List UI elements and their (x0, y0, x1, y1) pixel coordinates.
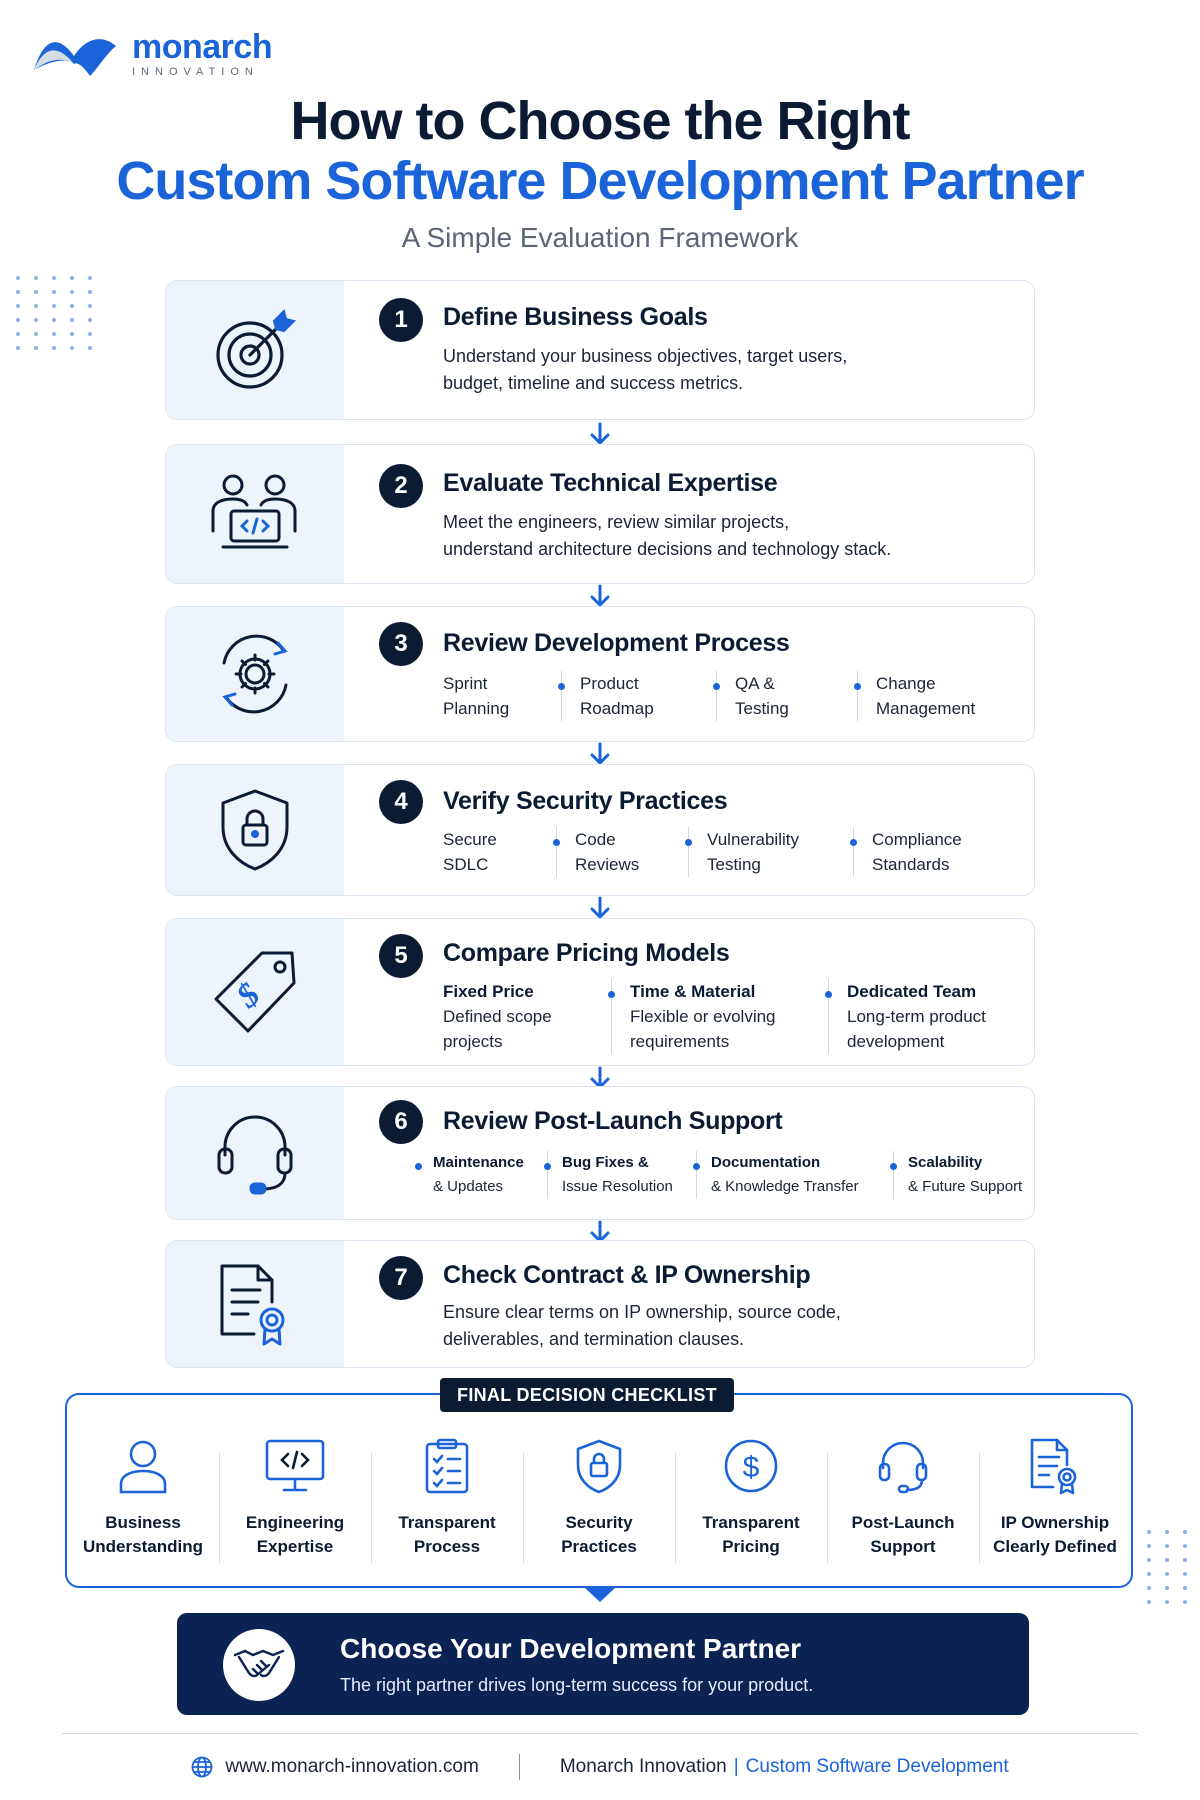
separator (547, 1151, 548, 1199)
process-items (443, 671, 996, 721)
process-item-line: Testing (735, 699, 789, 718)
step-title: Review Post-Launch Support (443, 1107, 783, 1135)
arrow-down-icon (588, 742, 612, 766)
shield-lock-icon (575, 1438, 623, 1494)
step-5-icon-panel (166, 919, 344, 1065)
checklist-label-line: Engineering (245, 1513, 345, 1532)
contract-icon (218, 1262, 292, 1346)
separator (688, 827, 689, 877)
security-item-line: Compliance (872, 830, 962, 849)
step-card-4 (165, 764, 1035, 896)
checklist-label-line: Transparent (398, 1513, 496, 1532)
separator (828, 979, 829, 1054)
separator (556, 827, 557, 877)
security-item-line: Reviews (575, 855, 640, 874)
security-item (575, 827, 670, 877)
brand-subtitle: INNOVATION (132, 66, 259, 78)
separator (857, 671, 858, 721)
security-items (443, 827, 992, 877)
checklist-item (827, 1433, 979, 1559)
footer (0, 1752, 1200, 1782)
step-card-3 (165, 606, 1035, 742)
footer-company: Monarch Innovation (559, 1756, 727, 1777)
final-checklist (65, 1393, 1133, 1588)
footer-separator (519, 1754, 520, 1780)
pricing-item (847, 979, 1017, 1054)
checklist-label-line: Support (870, 1537, 936, 1556)
pricing-item-line: Defined scope (443, 1007, 552, 1026)
process-item-line: Planning (443, 699, 510, 718)
pricing-item-line: Long-term product (847, 1007, 986, 1026)
page-title-line2: Custom Software Development Partner (116, 151, 1084, 211)
step-description-line: Ensure clear terms on IP ownership, source code, (443, 1302, 841, 1322)
cta-banner (177, 1613, 1029, 1715)
process-item-line: Product (580, 674, 639, 693)
support-item-line: Bug Fixes & (562, 1154, 649, 1171)
checklist-label (985, 1511, 1125, 1559)
banner-subtitle: The right partner drives long-term success for your product. (340, 1675, 814, 1695)
separator (561, 671, 562, 721)
svg-text:$: $ (229, 976, 268, 1016)
checklist-item (371, 1433, 523, 1559)
pricing-item-line: requirements (630, 1032, 730, 1051)
step-number: 7 (379, 1256, 423, 1300)
support-item (433, 1151, 533, 1199)
security-item (443, 827, 538, 877)
step-description-line: deliverables, and termination clauses. (443, 1329, 745, 1349)
support-item-line: Issue Resolution (562, 1178, 673, 1195)
step-card-5 (165, 918, 1035, 1066)
pricing-item (630, 979, 810, 1054)
process-item-line: Management (876, 699, 976, 718)
monarch-wing-icon (30, 28, 120, 80)
pricing-items (443, 979, 1017, 1054)
checklist-label (681, 1511, 821, 1559)
globe-icon (191, 1756, 213, 1778)
step-card-7 (165, 1240, 1035, 1368)
checklist-label (529, 1511, 669, 1559)
svg-text:$: $ (742, 1451, 760, 1484)
step-title: Review Development Process (443, 629, 790, 657)
headset-icon (215, 1109, 295, 1197)
step-description-line: understand architecture decisions and technology stack. (443, 539, 892, 559)
arrow-down-icon (588, 896, 612, 920)
page-title-line1: How to Choose the Right (290, 91, 910, 151)
security-item (872, 827, 992, 877)
step-description (443, 509, 1023, 563)
gear-cycle-icon (210, 629, 300, 719)
decor-dots-left (16, 276, 96, 350)
pricing-item-head: Time & Material (630, 982, 756, 1001)
step-description (443, 343, 1003, 397)
process-item (735, 671, 839, 721)
brand-name: monarch (132, 28, 273, 66)
step-description-line: Understand your business objectives, target users, (443, 346, 848, 366)
support-item (908, 1151, 1035, 1199)
checklist-label (225, 1511, 365, 1559)
checklist-pointer (585, 1588, 615, 1602)
step-number: 6 (379, 1100, 423, 1144)
support-item (711, 1151, 879, 1199)
step-3-icon-panel (166, 607, 344, 741)
step-number: 4 (379, 780, 423, 824)
contract-icon (1029, 1437, 1081, 1495)
security-item-line: Vulnerability (707, 830, 799, 849)
shield-lock-icon (219, 787, 291, 873)
checklist-label-line: Understanding (83, 1537, 203, 1556)
step-number: 2 (379, 464, 423, 508)
brand-logo (30, 28, 272, 80)
separator (853, 827, 854, 877)
user-icon (118, 1438, 168, 1494)
process-item-line: Roadmap (580, 699, 654, 718)
step-number: 1 (379, 298, 423, 342)
checklist-label-line: Pricing (722, 1537, 780, 1556)
price-tag-icon (210, 947, 300, 1037)
step-title: Compare Pricing Models (443, 939, 730, 967)
step-title: Verify Security Practices (443, 787, 728, 815)
process-item (876, 671, 996, 721)
pricing-item-line: Flexible or evolving (630, 1007, 776, 1026)
checklist-label-line: Practices (561, 1537, 637, 1556)
checklist-label-badge: FINAL DECISION CHECKLIST (440, 1378, 734, 1412)
support-item-line: Documentation (711, 1154, 821, 1171)
checklist-label-line: Process (413, 1537, 481, 1556)
pricing-item-head: Dedicated Team (847, 982, 977, 1001)
checklist-label-line: Security (565, 1513, 633, 1532)
handshake-badge (223, 1629, 295, 1701)
checklist-label-line: Clearly Defined (993, 1537, 1117, 1556)
checklist-label-line: Transparent (702, 1513, 800, 1532)
checklist-label (377, 1511, 517, 1559)
monitor-code-icon (264, 1438, 326, 1494)
checklist-item (979, 1433, 1131, 1559)
process-item-line: Change (876, 674, 936, 693)
process-item (580, 671, 698, 721)
page-subtitle: A Simple Evaluation Framework (401, 222, 799, 253)
security-item-line: Testing (707, 855, 761, 874)
step-2-icon-panel (166, 445, 344, 583)
support-items (414, 1151, 1035, 1199)
checklist-label-line: IP Ownership (1000, 1513, 1110, 1532)
handshake-icon (233, 1645, 285, 1685)
step-title: Define Business Goals (443, 303, 708, 331)
step-title: Check Contract & IP Ownership (443, 1261, 811, 1289)
pricing-item-head: Fixed Price (443, 982, 534, 1001)
security-item-line: Code (575, 830, 616, 849)
footer-website-link[interactable]: www.monarch-innovation.com (225, 1756, 479, 1777)
step-number: 5 (379, 934, 423, 978)
separator (418, 1151, 419, 1199)
step-card-1 (165, 280, 1035, 420)
step-4-icon-panel (166, 765, 344, 895)
clipboard-icon (424, 1437, 470, 1495)
checklist-label-line: Post-Launch (851, 1513, 955, 1532)
separator (611, 979, 612, 1054)
step-7-icon-panel (166, 1241, 344, 1367)
separator (716, 671, 717, 721)
checklist-item (67, 1433, 219, 1559)
step-description (443, 1299, 1003, 1353)
step-description-line: budget, timeline and success metrics. (443, 373, 744, 393)
support-item-line: Maintenance (433, 1154, 524, 1171)
step-6-icon-panel (166, 1087, 344, 1219)
support-item-line: Scalability (908, 1154, 983, 1171)
step-description-line: Meet the engineers, review similar projects, (443, 512, 790, 532)
checklist-label-line: Business (105, 1513, 181, 1532)
support-item-line: & Knowledge Transfer (711, 1178, 859, 1195)
process-item-line: QA & (735, 674, 775, 693)
checklist-items (67, 1433, 1131, 1559)
process-item (443, 671, 543, 721)
dollar-icon (723, 1438, 779, 1494)
security-item-line: Secure (443, 830, 497, 849)
checklist-item (675, 1433, 827, 1559)
target-icon (212, 307, 298, 393)
step-1-icon-panel (166, 281, 344, 419)
step-title: Evaluate Technical Expertise (443, 469, 778, 497)
footer-divider-bar: | (733, 1756, 739, 1777)
support-item-line: & Updates (433, 1178, 504, 1195)
pricing-item (443, 979, 593, 1054)
pricing-item-line: development (847, 1032, 945, 1051)
pricing-item-line: projects (443, 1032, 503, 1051)
footer-tagline: Custom Software Development (745, 1756, 1009, 1777)
support-item-line: & Future Support (908, 1178, 1023, 1195)
security-item-line: SDLC (443, 855, 489, 874)
checklist-item (523, 1433, 675, 1559)
support-item (562, 1151, 682, 1199)
checklist-label (833, 1511, 973, 1559)
step-number: 3 (379, 622, 423, 666)
checklist-label-line: Expertise (256, 1537, 334, 1556)
team-code-icon (209, 471, 301, 557)
banner-title: Choose Your Development Partner (340, 1633, 802, 1664)
checklist-label (73, 1511, 213, 1559)
arrow-down-icon (588, 422, 612, 446)
separator (893, 1151, 894, 1199)
process-item-line: Sprint (443, 674, 488, 693)
security-item (707, 827, 835, 877)
arrow-down-icon (588, 584, 612, 608)
checklist-item (219, 1433, 371, 1559)
step-card-6 (165, 1086, 1035, 1220)
decor-dots-right (1147, 1530, 1191, 1604)
footer-divider (62, 1733, 1138, 1734)
step-card-2 (165, 444, 1035, 584)
separator (696, 1151, 697, 1199)
headset-icon (877, 1438, 929, 1494)
security-item-line: Standards (872, 855, 950, 874)
